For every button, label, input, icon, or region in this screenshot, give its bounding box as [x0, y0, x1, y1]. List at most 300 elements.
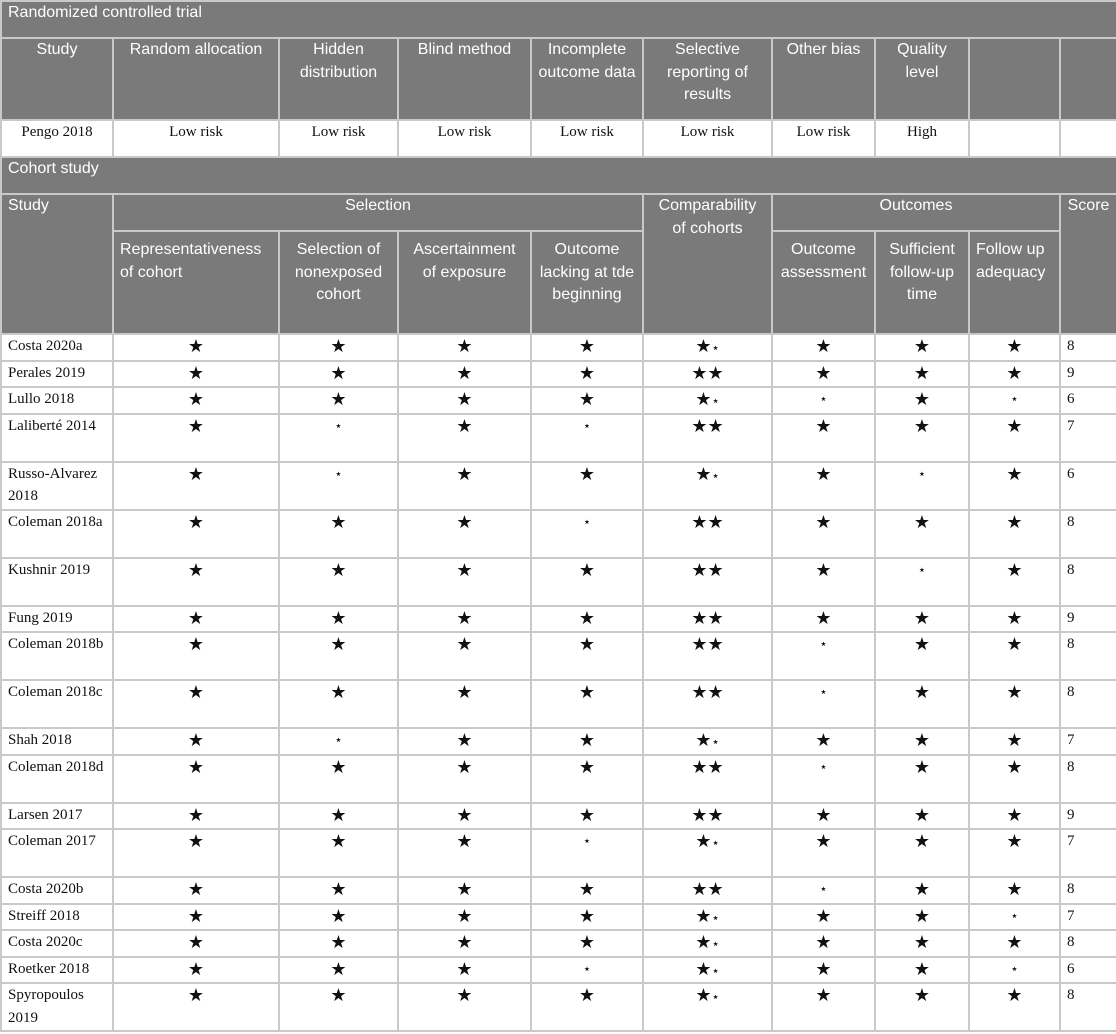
rating-cell — [969, 334, 1060, 361]
star-full-icon: ★ — [695, 932, 712, 952]
star-full-icon: ★ — [1006, 362, 1023, 383]
star-full-icon: ★ — [695, 336, 712, 356]
subheader-ascertainment: Ascertainment of exposure — [398, 231, 531, 334]
star-full-icon: ★ — [330, 958, 347, 979]
table-row — [1, 462, 1116, 510]
star-full-icon: ★ — [815, 463, 832, 484]
rating-cell — [279, 510, 398, 558]
star-full-icon: ★ — [456, 634, 473, 654]
rating-cell — [113, 632, 279, 680]
comparability-stars — [643, 755, 772, 803]
star-full-icon: ★ — [1006, 831, 1023, 851]
table-row — [1, 957, 1116, 984]
star-small-icon: ⋆ — [711, 909, 720, 925]
rating-cell — [875, 334, 969, 361]
rating-cell — [875, 983, 969, 1031]
table-row — [1, 387, 1116, 414]
star-full-icon: ★ — [578, 559, 596, 580]
outcomes-header: Outcomes — [772, 194, 1060, 231]
star-full-icon: ★ — [815, 415, 832, 436]
subheader-followup-adequacy: Follow up adequacy — [969, 231, 1060, 334]
rating-cell — [531, 983, 643, 1031]
comparability-stars — [643, 680, 772, 728]
score-cell: 8 — [1060, 510, 1116, 558]
star-full-icon: ★ — [456, 905, 473, 926]
star-full-icon: ★ — [330, 362, 347, 383]
study-cell: Coleman 2017 — [1, 829, 113, 877]
star-full-icon: ★ — [913, 415, 931, 436]
table-row — [1, 361, 1116, 388]
rct-cell: Low risk — [398, 120, 531, 157]
star-full-icon: ★ — [187, 958, 205, 979]
table-row — [1, 606, 1116, 633]
star-full-icon: ★ — [187, 389, 205, 409]
rating-cell — [398, 510, 531, 558]
rating-cell — [969, 387, 1060, 414]
star-full-icon: ★ — [815, 958, 832, 979]
comparability-stars — [643, 829, 772, 877]
rating-cell — [969, 728, 1060, 755]
study-cell: Fung 2019 — [1, 606, 113, 633]
rating-cell — [113, 361, 279, 388]
rating-cell — [279, 930, 398, 957]
star-full-icon: ★ — [330, 879, 347, 899]
rating-cell — [279, 387, 398, 414]
star-full-icon: ★ — [330, 682, 347, 702]
rct-header-4: Incomplete outcome data — [531, 38, 643, 120]
star-full-icon: ★ — [913, 634, 931, 654]
study-cell: Costa 2020c — [1, 930, 113, 957]
star-small-icon: ⋆ — [819, 391, 828, 406]
star-small-icon: ⋆ — [711, 989, 720, 1004]
rating-cell — [875, 829, 969, 877]
star-small-icon: ⋆ — [582, 833, 592, 848]
star-full-icon: ★ — [707, 559, 724, 580]
star-full-icon: ★ — [187, 607, 205, 628]
rating-cell — [969, 462, 1060, 510]
star-full-icon: ★ — [1006, 879, 1023, 899]
study-cell: Coleman 2018b — [1, 632, 113, 680]
rating-cell — [279, 361, 398, 388]
study-cell: Costa 2020b — [1, 877, 113, 904]
rating-cell — [772, 728, 875, 755]
star-full-icon: ★ — [1006, 415, 1023, 436]
rct-header-1: Random allocation — [113, 38, 279, 120]
star-full-icon: ★ — [707, 804, 724, 825]
rating-cell — [279, 829, 398, 877]
score-cell: 8 — [1060, 558, 1116, 606]
rating-cell — [398, 930, 531, 957]
star-full-icon: ★ — [815, 831, 832, 851]
star-small-icon: ⋆ — [819, 758, 828, 774]
rating-cell — [113, 877, 279, 904]
star-full-icon: ★ — [456, 559, 473, 580]
rct-cell: Low risk — [531, 120, 643, 157]
star-full-icon: ★ — [456, 463, 473, 484]
score-cell: 8 — [1060, 930, 1116, 957]
star-full-icon: ★ — [691, 362, 708, 383]
star-full-icon: ★ — [913, 607, 931, 628]
rct-header-9 — [1060, 38, 1116, 120]
star-full-icon: ★ — [187, 756, 205, 777]
rating-cell — [113, 558, 279, 606]
star-full-icon: ★ — [913, 362, 931, 383]
rating-cell — [398, 414, 531, 462]
rating-cell — [398, 803, 531, 830]
star-full-icon: ★ — [691, 511, 708, 532]
rating-cell — [875, 632, 969, 680]
star-small-icon: ⋆ — [711, 393, 720, 408]
rating-cell — [279, 957, 398, 984]
star-full-icon: ★ — [695, 958, 712, 979]
rating-cell — [398, 361, 531, 388]
table-row — [1, 930, 1116, 957]
star-full-icon: ★ — [707, 682, 724, 702]
rating-cell — [531, 803, 643, 830]
rating-cell — [113, 680, 279, 728]
rating-cell — [531, 361, 643, 388]
rating-cell — [531, 728, 643, 755]
rct-cell: Low risk — [113, 120, 279, 157]
study-cell: Costa 2020a — [1, 334, 113, 361]
table-row — [1, 877, 1116, 904]
table-row — [1, 680, 1116, 728]
rating-cell — [113, 904, 279, 931]
rating-cell — [531, 877, 643, 904]
star-full-icon: ★ — [187, 511, 205, 532]
score-cell: 6 — [1060, 957, 1116, 984]
score-cell: 8 — [1060, 877, 1116, 904]
table-row — [1, 558, 1116, 606]
star-full-icon: ★ — [330, 389, 347, 409]
rct-study-cell: Pengo 2018 — [1, 120, 113, 157]
rating-cell — [398, 387, 531, 414]
star-full-icon: ★ — [707, 607, 724, 628]
star-full-icon: ★ — [707, 415, 724, 436]
rating-cell — [875, 387, 969, 414]
star-full-icon: ★ — [815, 559, 832, 580]
star-full-icon: ★ — [187, 985, 205, 1005]
rating-cell — [772, 957, 875, 984]
comparability-stars — [643, 632, 772, 680]
rating-cell — [969, 877, 1060, 904]
rct-header-2: Hidden distribution — [279, 38, 398, 120]
star-full-icon: ★ — [913, 730, 931, 750]
rating-cell — [398, 829, 531, 877]
star-full-icon: ★ — [695, 730, 712, 750]
star-full-icon: ★ — [913, 958, 931, 979]
rating-cell — [969, 904, 1060, 931]
star-full-icon: ★ — [456, 804, 473, 825]
star-full-icon: ★ — [456, 607, 473, 628]
rating-cell — [398, 334, 531, 361]
table-row — [1, 803, 1116, 830]
rating-cell — [279, 632, 398, 680]
star-small-icon: ⋆ — [1010, 907, 1019, 923]
star-full-icon: ★ — [815, 362, 832, 383]
comparability-stars — [643, 930, 772, 957]
star-full-icon: ★ — [695, 463, 712, 484]
study-cell: Roetker 2018 — [1, 957, 113, 984]
star-full-icon: ★ — [578, 362, 596, 383]
score-cell: 8 — [1060, 755, 1116, 803]
star-full-icon: ★ — [456, 730, 473, 750]
rating-cell — [398, 957, 531, 984]
rating-cell — [279, 462, 398, 510]
star-full-icon: ★ — [913, 804, 931, 825]
score-cell: 8 — [1060, 334, 1116, 361]
rating-cell — [772, 510, 875, 558]
star-full-icon: ★ — [456, 511, 473, 532]
comparability-stars — [643, 904, 772, 931]
rating-cell — [113, 755, 279, 803]
rating-cell — [875, 904, 969, 931]
star-small-icon: ⋆ — [917, 465, 927, 481]
star-small-icon: ⋆ — [711, 936, 720, 951]
star-small-icon: ⋆ — [819, 881, 828, 896]
cohort-study-header: Study — [1, 194, 113, 334]
subheader-followup-time: Sufficient follow-up time — [875, 231, 969, 334]
subheader-nonexposed: Selection of nonexposed cohort — [279, 231, 398, 334]
study-cell: Coleman 2018d — [1, 755, 113, 803]
rct-cell: Low risk — [643, 120, 772, 157]
star-full-icon: ★ — [578, 389, 596, 409]
rating-cell — [969, 803, 1060, 830]
table-row — [1, 755, 1116, 803]
rct-cell: Low risk — [279, 120, 398, 157]
comparability-stars — [643, 877, 772, 904]
star-full-icon: ★ — [913, 336, 931, 356]
rating-cell — [279, 755, 398, 803]
star-small-icon: ⋆ — [711, 835, 720, 850]
star-full-icon: ★ — [578, 985, 596, 1005]
star-full-icon: ★ — [913, 905, 931, 926]
star-full-icon: ★ — [1006, 730, 1023, 750]
rating-cell — [279, 334, 398, 361]
rating-cell — [875, 755, 969, 803]
comparability-stars — [643, 462, 772, 510]
study-cell: Shah 2018 — [1, 728, 113, 755]
rating-cell — [531, 606, 643, 633]
star-full-icon: ★ — [578, 463, 596, 484]
star-full-icon: ★ — [695, 905, 712, 926]
table-row — [1, 510, 1116, 558]
star-full-icon: ★ — [578, 905, 596, 926]
rating-cell — [531, 510, 643, 558]
comparability-stars — [643, 334, 772, 361]
star-full-icon: ★ — [691, 682, 708, 702]
rating-cell — [531, 829, 643, 877]
rating-cell — [969, 930, 1060, 957]
rating-cell — [279, 803, 398, 830]
rating-cell — [398, 755, 531, 803]
star-full-icon: ★ — [187, 463, 205, 484]
rating-cell — [772, 334, 875, 361]
star-full-icon: ★ — [1006, 634, 1023, 654]
star-full-icon: ★ — [578, 804, 596, 825]
star-full-icon: ★ — [1006, 559, 1023, 580]
rct-cell — [969, 120, 1060, 157]
star-full-icon: ★ — [456, 756, 473, 777]
study-cell: Streiff 2018 — [1, 904, 113, 931]
star-full-icon: ★ — [187, 415, 205, 436]
comparability-stars — [643, 361, 772, 388]
rating-cell — [772, 829, 875, 877]
star-small-icon: ⋆ — [582, 417, 592, 433]
star-full-icon: ★ — [330, 336, 347, 356]
rating-cell — [875, 510, 969, 558]
score-cell: 6 — [1060, 387, 1116, 414]
star-full-icon: ★ — [913, 932, 931, 952]
rating-cell — [398, 462, 531, 510]
star-full-icon: ★ — [913, 879, 931, 899]
star-full-icon: ★ — [578, 607, 596, 628]
star-full-icon: ★ — [456, 362, 473, 383]
star-full-icon: ★ — [578, 682, 596, 702]
star-small-icon: ⋆ — [711, 340, 720, 355]
study-cell: Larsen 2017 — [1, 803, 113, 830]
star-full-icon: ★ — [330, 634, 347, 654]
star-full-icon: ★ — [578, 336, 596, 356]
rating-cell — [969, 558, 1060, 606]
star-full-icon: ★ — [330, 804, 347, 825]
rating-cell — [875, 558, 969, 606]
star-full-icon: ★ — [578, 932, 596, 952]
rating-cell — [279, 877, 398, 904]
score-cell: 7 — [1060, 904, 1116, 931]
rct-header-0: Study — [1, 38, 113, 120]
rct-header-6: Other bias — [772, 38, 875, 120]
star-full-icon: ★ — [187, 682, 205, 702]
star-full-icon: ★ — [815, 730, 832, 750]
comparability-stars — [643, 957, 772, 984]
comparability-stars — [643, 414, 772, 462]
rating-cell — [113, 829, 279, 877]
comparability-header: Comparability of cohorts — [643, 194, 772, 334]
star-small-icon: ⋆ — [334, 417, 343, 433]
study-cell: Spyropoulos 2019 — [1, 983, 113, 1031]
score-cell: 7 — [1060, 414, 1116, 462]
star-full-icon: ★ — [330, 905, 347, 926]
star-full-icon: ★ — [695, 831, 712, 851]
rating-cell — [772, 462, 875, 510]
star-full-icon: ★ — [578, 634, 596, 654]
rating-cell — [772, 558, 875, 606]
star-full-icon: ★ — [1006, 463, 1023, 484]
star-small-icon: ⋆ — [334, 465, 343, 481]
star-full-icon: ★ — [691, 415, 708, 436]
star-full-icon: ★ — [456, 682, 473, 702]
star-full-icon: ★ — [456, 415, 473, 436]
rating-cell — [875, 606, 969, 633]
score-cell: 7 — [1060, 728, 1116, 755]
star-full-icon: ★ — [1006, 804, 1023, 825]
score-cell: 8 — [1060, 983, 1116, 1031]
star-full-icon: ★ — [578, 879, 596, 899]
score-cell: 8 — [1060, 632, 1116, 680]
rct-header-7: Quality level — [875, 38, 969, 120]
star-full-icon: ★ — [1006, 985, 1023, 1005]
star-full-icon: ★ — [1006, 511, 1023, 532]
comparability-stars — [643, 606, 772, 633]
study-cell: Coleman 2018a — [1, 510, 113, 558]
rating-cell — [875, 877, 969, 904]
rating-cell — [875, 803, 969, 830]
rating-cell — [969, 983, 1060, 1031]
star-full-icon: ★ — [707, 362, 724, 383]
star-full-icon: ★ — [456, 932, 473, 952]
rating-cell — [772, 877, 875, 904]
star-small-icon: ⋆ — [819, 636, 828, 651]
rating-cell — [398, 877, 531, 904]
rating-cell — [531, 558, 643, 606]
rating-cell — [531, 680, 643, 728]
rating-cell — [875, 361, 969, 388]
rating-cell — [531, 414, 643, 462]
rating-cell — [113, 606, 279, 633]
rating-cell — [531, 755, 643, 803]
cohort-section-title: Cohort study — [1, 157, 1116, 194]
rating-cell — [398, 680, 531, 728]
star-full-icon: ★ — [187, 362, 205, 383]
rating-cell — [279, 558, 398, 606]
score-cell: 9 — [1060, 803, 1116, 830]
rating-cell — [279, 414, 398, 462]
rating-cell — [398, 606, 531, 633]
comparability-stars — [643, 510, 772, 558]
star-full-icon: ★ — [691, 804, 708, 825]
star-full-icon: ★ — [330, 932, 347, 952]
rating-cell — [398, 728, 531, 755]
rating-cell — [969, 510, 1060, 558]
rct-header-5: Selective reporting of results — [643, 38, 772, 120]
rct-section-title: Randomized controlled trial — [1, 1, 1116, 38]
star-full-icon: ★ — [815, 905, 832, 926]
star-full-icon: ★ — [815, 932, 832, 952]
table-row — [1, 632, 1116, 680]
rating-cell — [772, 680, 875, 728]
rating-cell — [113, 414, 279, 462]
star-full-icon: ★ — [330, 511, 347, 532]
rating-cell — [969, 680, 1060, 728]
rating-cell — [772, 387, 875, 414]
star-full-icon: ★ — [330, 607, 347, 628]
rating-cell — [772, 414, 875, 462]
star-full-icon: ★ — [695, 985, 712, 1005]
rating-cell — [398, 558, 531, 606]
star-full-icon: ★ — [815, 511, 832, 532]
star-full-icon: ★ — [330, 756, 347, 777]
star-full-icon: ★ — [187, 932, 205, 952]
star-small-icon: ⋆ — [1010, 391, 1019, 406]
star-small-icon: ⋆ — [711, 962, 720, 978]
score-header: Score — [1060, 194, 1116, 334]
rating-cell — [772, 930, 875, 957]
study-cell: Russo-Alvarez 2018 — [1, 462, 113, 510]
study-cell: Kushnir 2019 — [1, 558, 113, 606]
rating-cell — [531, 957, 643, 984]
rating-cell — [113, 462, 279, 510]
rating-cell — [772, 632, 875, 680]
star-full-icon: ★ — [691, 756, 708, 777]
rating-cell — [875, 680, 969, 728]
star-small-icon: ⋆ — [711, 734, 720, 749]
table-row — [1, 829, 1116, 877]
star-full-icon: ★ — [815, 985, 832, 1005]
star-full-icon: ★ — [456, 985, 473, 1005]
star-full-icon: ★ — [707, 879, 724, 899]
star-small-icon: ⋆ — [582, 513, 592, 529]
